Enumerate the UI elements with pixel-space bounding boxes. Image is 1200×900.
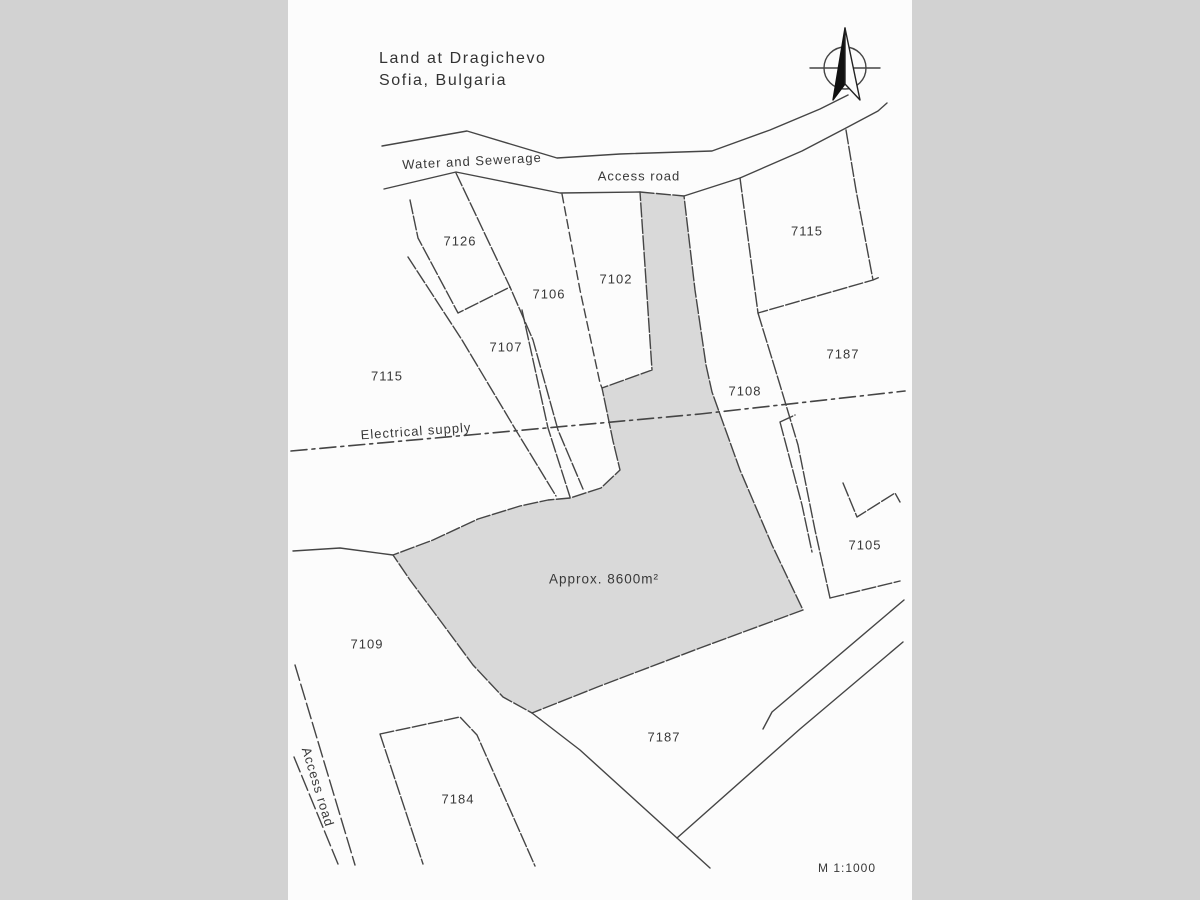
plot-area-label: Approx. 8600m² (548, 571, 660, 587)
title-block (379, 48, 547, 92)
parcel-7102-west-boundary (562, 194, 602, 388)
se-road-line-1 (763, 600, 904, 729)
scale-note: M 1:1000 (818, 861, 877, 875)
access-road-sw-label: Access road (298, 745, 338, 829)
parcel-label-7106: 7106 (532, 286, 566, 302)
parcel-label-7107: 7107 (489, 339, 523, 355)
parcel-7109-north-boundary (293, 548, 393, 555)
se-road-line-2 (677, 642, 903, 838)
parcel-label-7187-e: 7187 (826, 346, 860, 362)
north-arrow-icon (810, 28, 880, 100)
parcel-7105-south-boundary (830, 581, 900, 598)
se-boundary-long (532, 713, 710, 868)
subject-plot-polygon (393, 192, 803, 713)
parcel-label-7187-s: 7187 (647, 729, 681, 745)
parcel-label-7115-ne: 7115 (791, 223, 823, 239)
parcel-label-7184: 7184 (441, 791, 475, 807)
parcel-7115ne-boundary (740, 130, 880, 313)
parcel-7105-north-boundary (843, 483, 900, 517)
parcel-label-7108: 7108 (728, 383, 762, 399)
parcel-label-7102: 7102 (599, 271, 633, 287)
parcel-7107-7106-boundary (522, 310, 570, 497)
parcel-label-7109: 7109 (350, 636, 384, 652)
parcel-strip-boundary (780, 415, 812, 552)
parcel-label-7126: 7126 (443, 233, 477, 249)
parcel-label-7115-w: 7115 (371, 368, 403, 384)
title-line-2: Sofia, Bulgaria (379, 72, 508, 89)
water-sewerage-label: Water and Sewerage (401, 149, 543, 173)
road-upper-line (382, 95, 848, 158)
parcel-label-7105: 7105 (848, 537, 882, 553)
electrical-supply-line (291, 391, 905, 451)
title-line-1: Land at Dragichevo (379, 50, 547, 67)
parcel-7126-7106-boundary (456, 173, 583, 489)
access-road-top-label: Access road (597, 168, 681, 184)
electrical-supply-label: Electrical supply (360, 419, 472, 443)
